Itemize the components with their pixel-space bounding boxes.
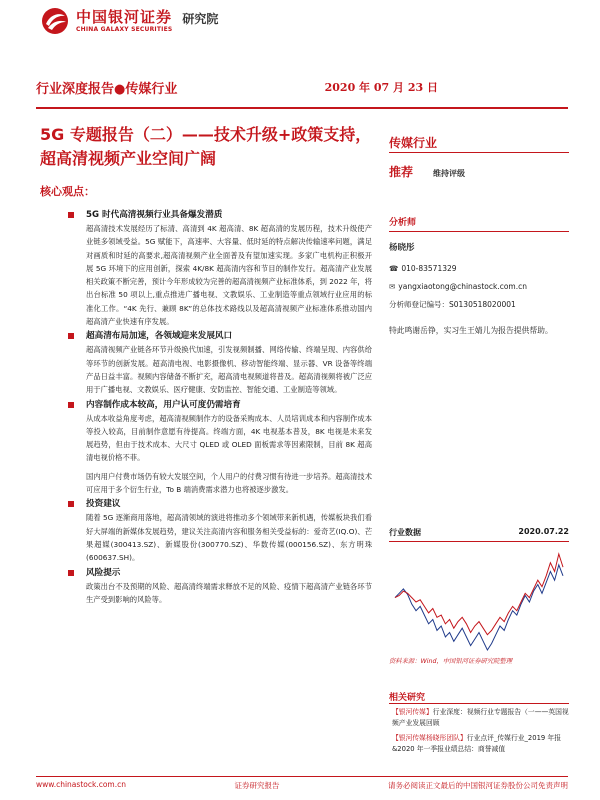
point-title: 超高清布局加速，各领域迎来发展风口 xyxy=(86,331,233,342)
point-title: 5G 时代高清视频行业具备爆发潜质 xyxy=(86,210,223,220)
analyst-phone: 010-83571329 xyxy=(401,264,457,273)
square-bullet-icon xyxy=(68,212,74,218)
point-block xyxy=(68,566,372,607)
report-banner xyxy=(36,75,568,99)
related-text: 行业点评_传媒行业_2019 年报&2020 年一季报业绩总结：商誉减值 xyxy=(392,734,561,753)
related-label: 相关研究 xyxy=(389,693,426,703)
side-divider xyxy=(389,152,569,153)
analyst-email[interactable]: yangxiaotong@chinastock.com.cn xyxy=(398,282,527,291)
point-paragraph: 国内用户付费市场仍有较大发展空间，个人用户的付费习惯有待进一步培养。超高清技术可应用于多个衍生行业，To B 端消费需求潜力也将被逐步激发。 xyxy=(86,471,372,495)
point-paragraph: 政策出台不及预期的风险、超高清终端需求释放不足的风险、疫情下超高清产业链各环节生产受到影响的风险等。 xyxy=(86,581,372,604)
report-title: 5G 专题报告（二）——技术升级+政策支持，超高清视频产业空间广阔 xyxy=(40,125,372,168)
related-item[interactable] xyxy=(392,707,570,728)
point-block xyxy=(68,208,372,328)
page-footer xyxy=(36,780,568,791)
related-item[interactable] xyxy=(392,733,570,754)
point-title: 内容制作成本较高，用户认可度仍需培育 xyxy=(86,399,241,410)
point-block xyxy=(68,497,372,564)
chart-divider xyxy=(389,541,569,542)
industry-chart xyxy=(389,527,569,663)
point-paragraph: 随着 5G 逐渐商用落地，超高清领域的演进将推动多个领域带来新机遇，传媒板块我们看好大屏端的新媒体发展趋势，建议关注高清内容和服务相关受益标的：爱奇艺(IQ.O)、芒果超媒(300413.SZ)、新媒股份(300770.SZ)、华数传媒(000156.SZ)、东方明珠(600637.SH)。 xyxy=(86,513,372,563)
brand-dept: 研究院 xyxy=(182,11,219,26)
analyst-contact xyxy=(389,260,579,314)
chart-source: 资料来源：Wind，中国银河证券研究院整理 xyxy=(389,658,513,665)
side-rating: 维持评级 xyxy=(433,169,466,178)
footer-disclaimer: 请务必阅读正文最后的中国银河证券股份公司免责声明 xyxy=(387,781,568,790)
side-recommend: 推荐 xyxy=(389,165,414,179)
side-rating-row xyxy=(389,163,465,180)
footer-center: 证券研究报告 xyxy=(234,781,280,790)
header-divider xyxy=(36,107,568,109)
acknowledgement: 特此鸣谢岳铮，实习生王婧儿为报告提供帮助。 xyxy=(389,326,553,335)
banner-title: 行业深度报告●传媒行业 xyxy=(36,81,178,97)
brand-name-en: CHINA GALAXY SECURITIES xyxy=(76,25,173,33)
square-bullet-icon xyxy=(68,501,74,507)
point-title: 投资建议 xyxy=(86,499,121,510)
brand-name-cn: 中国银河证券 xyxy=(76,7,173,26)
point-paragraph: 从成本收益角度考虑，超高清视频制作方的设备采购成本、人员培训成本和内容制作成本等投入较高，目前制作意愿有待提高。终端方面，4K 电视基本普及，8K 电视是未来发展趋势，但由于技术成本、大尺寸 QLED 或 OLED 面板需求等因素限制，目前 8K 超高清电视价格不菲。 xyxy=(86,413,372,463)
footer-url[interactable]: www.chinastock.com.cn xyxy=(36,780,126,789)
side-divider xyxy=(389,231,569,232)
side-industry: 传媒行业 xyxy=(389,136,438,150)
footer-divider xyxy=(36,776,568,777)
phone-icon: ☎ xyxy=(389,264,399,273)
side-divider xyxy=(389,703,569,704)
main-content xyxy=(68,207,372,606)
point-paragraph: 超高清技术发展经历了标清、高清到 4K 超高清、8K 超高清的发展历程，技术升级使产业链多领域受益。5G 赋能下，高速率、大容量、低时延的特点解决传输速率问题，满足对画质和时延的高要求,超高清视频产业全面普及有望加速实现。多家广电机构正积极开展 5G 环境下的应用创新，探索 4K/8K 超高清内容和节目的制作发行。超高清产业发展相关政策不断完善，预计今年形成较为完善的超高清视频产业标准体系，到 2022 年，将出台标准 50 项以上,重点推进广播电视、文教娱乐、工业制造等重点领域行业应用的标准化工作。“4K 先行、兼顾 8K”的总体技术路线以及超高清视频产业标准体系推动国内超高清产业快速有序发展。 xyxy=(86,224,372,327)
chart-title: 行业数据 xyxy=(389,528,421,537)
chart-date: 2020.07.22 xyxy=(518,527,569,536)
point-paragraph: 超高清视频产业链各环节升级换代加速，引发视频制播、网络传输、终端呈现、内容供给等环节的创新发展。超高清电视、电影摄像机、移动智能终端、显示器、VR 设备等终端产品日益丰富。视频内容储备不断扩充，超高清电视频道将普及。超高清视频将被广泛应用于广播电视、文教娱乐、医疗健康、安防监控、智能交通、工业制造等领域。 xyxy=(86,345,372,395)
chart-plot xyxy=(389,546,569,658)
brand-logo xyxy=(40,6,218,36)
core-views-label: 核心观点： xyxy=(40,185,95,198)
related-tag: 【银河传媒】 xyxy=(392,708,433,716)
square-bullet-icon xyxy=(68,570,74,576)
analyst-cert: 分析师登记编号：S0130518020001 xyxy=(389,300,516,309)
point-block xyxy=(68,398,372,497)
email-icon: ✉ xyxy=(389,282,396,291)
analyst-label: 分析师 xyxy=(389,218,417,228)
report-date: 2020 年 07 月 23 日 xyxy=(324,81,438,94)
related-tag: 【银河传媒杨晓彤团队】 xyxy=(392,734,467,742)
square-bullet-icon xyxy=(68,402,74,408)
galaxy-logo-icon xyxy=(40,6,70,36)
square-bullet-icon xyxy=(68,333,74,339)
point-title: 风险提示 xyxy=(86,567,121,578)
analyst-name: 杨晓彤 xyxy=(389,243,415,253)
point-block xyxy=(68,329,372,396)
related-text: 行业深度：视频行业专题报告（一——英国视频产业发展回顾 xyxy=(392,708,569,727)
